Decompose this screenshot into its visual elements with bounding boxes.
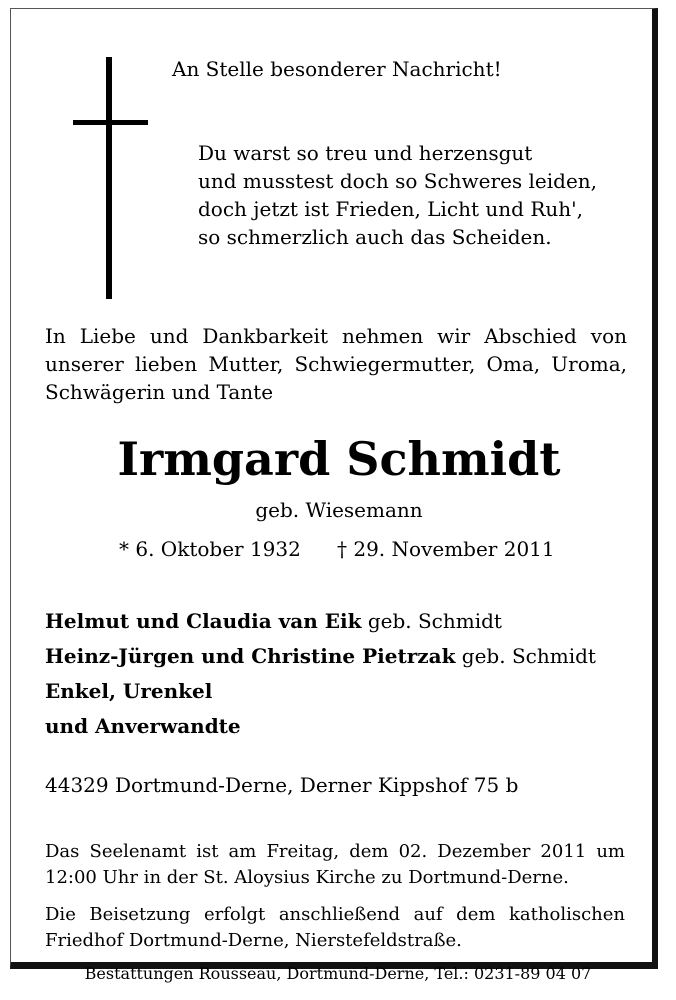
death-date: † 29. November 2011: [337, 537, 555, 561]
intro-line: In Liebe und Dankbarkeit nehmen wir Abschied von: [45, 324, 627, 348]
mourner-entry: [45, 674, 596, 709]
mourner-name: und Anverwandte: [45, 714, 241, 738]
service-line: Das Seelenamt ist am Freitag, dem 02. Dezember 2011 um: [45, 841, 625, 862]
intro-line: unserer lieben Mutter, Schwiegermutter, Oma, Uroma,: [45, 352, 627, 376]
mourner-name: Enkel, Urenkel: [45, 679, 213, 703]
birth-date: * 6. Oktober 1932: [119, 537, 301, 561]
deceased-name: Irmgard Schmidt: [117, 432, 561, 486]
cross-icon: [106, 57, 112, 299]
intro-text: [45, 322, 627, 406]
obituary-card: [10, 8, 658, 969]
mourner-entry: [45, 639, 596, 674]
poem-line: und musstest doch so Schweres leiden,: [198, 169, 598, 193]
family-address: 44329 Dortmund-Derne, Derner Kippshof 75 b: [45, 773, 519, 797]
service-info: [45, 839, 625, 891]
mourner-entry: [45, 709, 596, 744]
cross-icon-bar: [73, 120, 148, 125]
poem-line: so schmerzlich auch das Scheiden.: [198, 225, 552, 249]
mourner-entry: [45, 604, 596, 639]
notice-heading: An Stelle besonderer Nachricht!: [172, 57, 502, 81]
service-line: 12:00 Uhr in der St. Aloysius Kirche zu Dortmund-Derne.: [45, 867, 569, 888]
maiden-name: geb. Wiesemann: [255, 498, 423, 522]
poem-line: doch jetzt ist Frieden, Licht und Ruh',: [198, 197, 583, 221]
burial-line: Friedhof Dortmund-Derne, Nierstefeldstraße.: [45, 930, 462, 951]
funeral-home-footer: Bestattungen Rousseau, Dortmund-Derne, Tel.: 0231-89 04 07: [84, 964, 592, 983]
mourner-note: geb. Schmidt: [367, 609, 502, 633]
poem: [198, 139, 597, 251]
burial-info: [45, 902, 625, 954]
poem-line: Du warst so treu und herzensgut: [198, 141, 533, 165]
mourner-note: geb. Schmidt: [461, 644, 596, 668]
intro-line: Schwägerin und Tante: [45, 380, 274, 404]
mourner-name: Heinz-Jürgen und Christine Pietrzak: [45, 644, 456, 668]
burial-line: Die Beisetzung erfolgt anschließend auf dem katholischen: [45, 904, 625, 925]
mourner-name: Helmut und Claudia van Eik: [45, 609, 362, 633]
mourners-list: [45, 604, 596, 744]
